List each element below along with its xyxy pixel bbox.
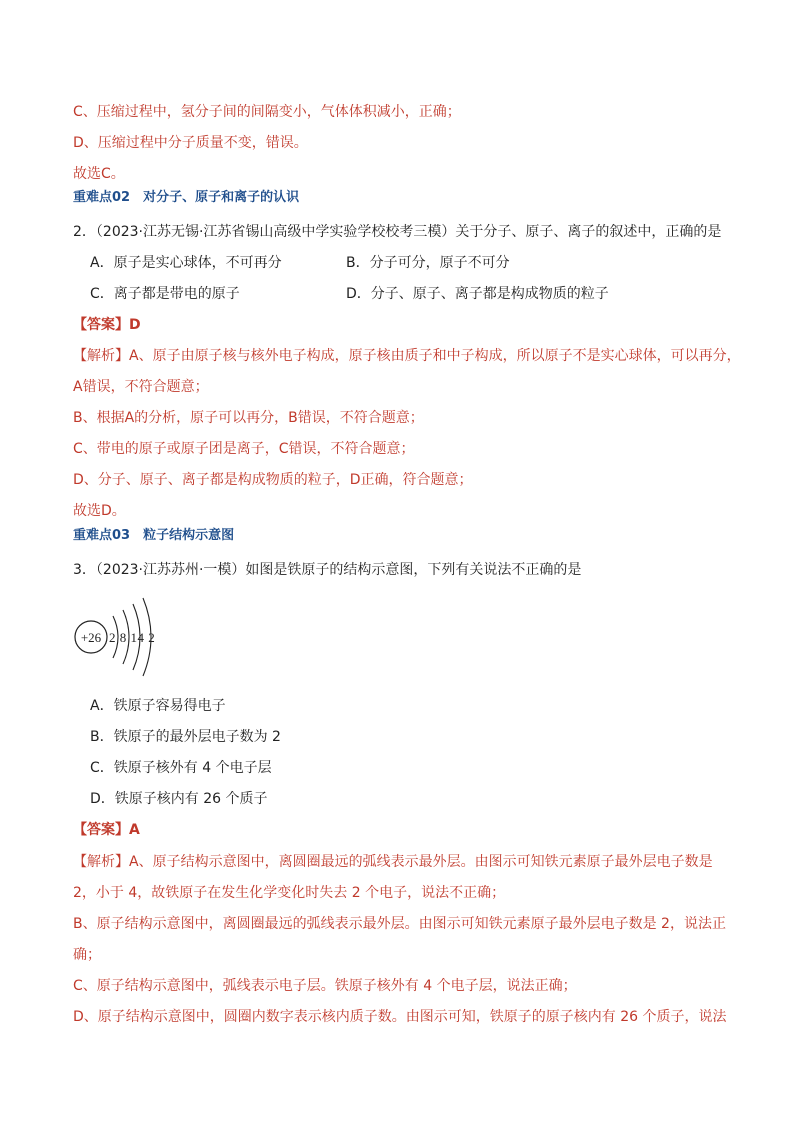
q2-analysis-line: A错误，不符合题意； xyxy=(73,379,209,395)
q2-option-a: A．原子是实心球体，不可再分 xyxy=(90,255,282,271)
q2-stem: 2．（2023·江苏无锡·江苏省锡山高级中学实验学校校考三模）关于分子、原子、离子的叙述中，正确的是 xyxy=(73,224,722,240)
q3-analysis-line: B、原子结构示意图中，离圆圈最远的弧线表示最外层。由图示可知铁元素原子最外层电子数是 2，说法正 xyxy=(73,916,726,932)
q1-option-c-analysis: C、压缩过程中，氢分子间的间隔变小，气体体积减小，正确； xyxy=(73,104,461,120)
q3-option-c: C．铁原子核外有 4 个电子层 xyxy=(90,760,272,776)
q2-analysis-line: B、根据A的分析，原子可以再分，B错误，不符合题意； xyxy=(73,410,424,426)
q3-analysis-line: D、原子结构示意图中，圆圈内数字表示核内质子数。由图示可知，铁原子的原子核内有 26 个质子，说法 xyxy=(73,1009,727,1025)
section-heading-03: 重难点03 粒子结构示意图 xyxy=(73,528,235,543)
q3-analysis-line: 确； xyxy=(73,947,101,963)
q2-option-b: B．分子可分，原子不可分 xyxy=(346,255,510,271)
q2-option-c: C．离子都是带电的原子 xyxy=(90,286,240,302)
iron-atom-structure-diagram xyxy=(73,596,173,678)
q2-answer: 【答案】D xyxy=(73,317,141,333)
q2-analysis-line: 【解析】A、原子由原子核与核外电子构成，原子核由质子和中子构成，所以原子不是实心球体，可以再分， xyxy=(73,348,741,364)
shell-electron-counts: 2 8 14 2 xyxy=(109,630,156,645)
q3-answer: 【答案】A xyxy=(73,822,140,838)
q2-analysis-line: D、分子、原子、离子都是构成物质的粒子，D正确，符合题意； xyxy=(73,472,473,488)
q1-option-d-analysis: D、压缩过程中分子质量不变，错误。 xyxy=(73,135,308,151)
q3-stem: 3．（2023·江苏苏州·一模）如图是铁原子的结构示意图，下列有关说法不正确的是 xyxy=(73,562,582,578)
q2-analysis-line: C、带电的原子或原子团是离子，C错误，不符合题意； xyxy=(73,441,415,457)
q1-choice: 故选C。 xyxy=(73,166,125,182)
q3-analysis-line: 2，小于 4，故铁原子在发生化学变化时失去 2 个电子，说法不正确； xyxy=(73,885,506,901)
q3-option-b: B．铁原子的最外层电子数为 2 xyxy=(90,729,281,745)
q2-option-d: D．分子、原子、离子都是构成物质的粒子 xyxy=(346,286,609,302)
q2-analysis-line: 故选D。 xyxy=(73,503,126,519)
section-heading-02: 重难点02 对分子、原子和离子的认识 xyxy=(73,190,300,205)
q3-option-a: A．铁原子容易得电子 xyxy=(90,698,226,714)
q3-option-d: D．铁原子核内有 26 个质子 xyxy=(90,791,268,807)
q3-analysis-line: C、原子结构示意图中，弧线表示电子层。铁原子核外有 4 个电子层，说法正确； xyxy=(73,978,577,994)
q3-analysis-line: 【解析】A、原子结构示意图中，离圆圈最远的弧线表示最外层。由图示可知铁元素原子最外层电子数是 xyxy=(73,854,713,870)
nucleus-charge: +26 xyxy=(80,630,102,645)
